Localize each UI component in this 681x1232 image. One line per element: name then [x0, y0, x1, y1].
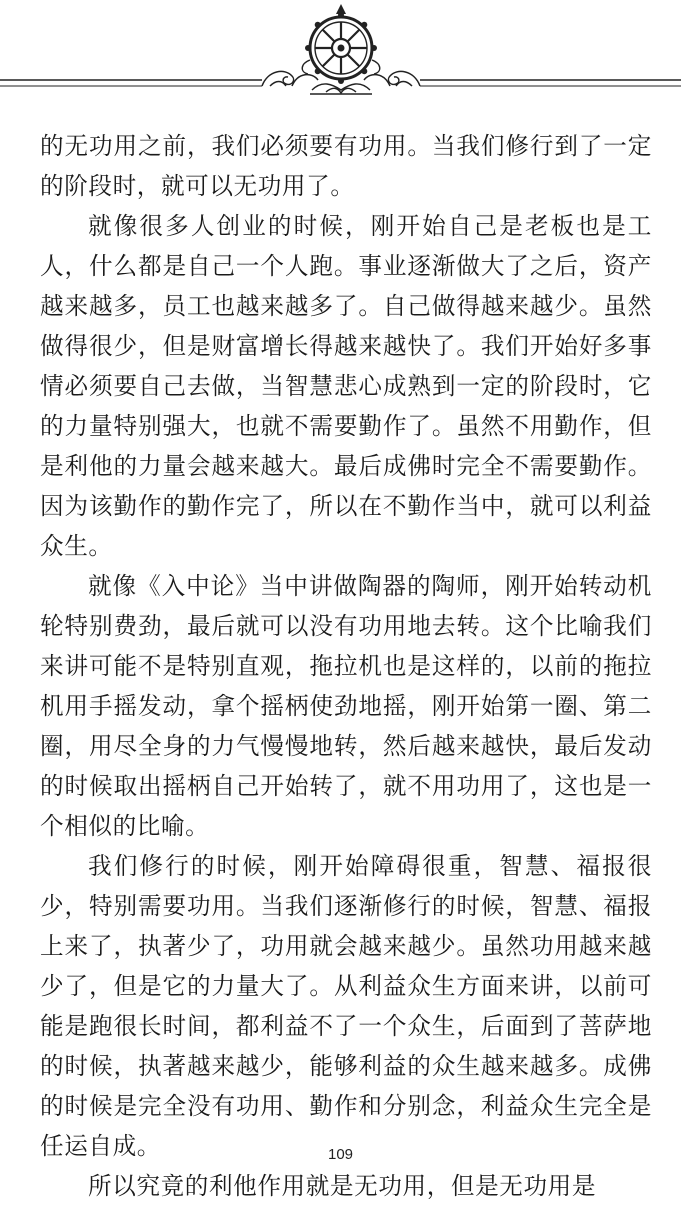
paragraph-5: 所以究竟的利他作用就是无功用，但是无功用是	[88, 1172, 597, 1200]
page-number: 109	[327, 1146, 354, 1163]
paragraph-2: 就像很多人创业的时候，刚开始自己是老板也是工人，什么都是自己一个人跑。事业逐渐做大了之后，资产越来越多，员工也越来越多了。自己做得越来越少。虽然做得很少，但是财富增长得越来越快了。我们开始好多事情必须要自己去做，当智慧悲心成熟到一定的阶段时，它的力量特别强大，也就不需要勤作了。虽然不用勤作，但是利他的力量会越来越大。最后成佛时完全不需要勤作。因为该勤作的勤作完了，所以在不勤作当中，就可以利益众生。	[40, 212, 652, 560]
paragraph-3: 就像《入中论》当中讲做陶器的陶师，刚开始转动机轮特别费劲，最后就可以没有功用地去转。这个比喻我们来讲可能不是特别直观，拖拉机也是这样的，以前的拖拉机用手摇发动，拿个摇柄使劲地摇，刚开始第一圈、第二圈，用尽全身的力气慢慢地转，然后越来越快，最后发动的时候取出摇柄自己开始转了，就不用功用了，这也是一个相似的比喻。	[40, 572, 652, 840]
page-header-ornament	[0, 0, 681, 110]
paragraph-4: 我们修行的时候，刚开始障碍很重，智慧、福报很少，特别需要功用。当我们逐渐修行的时候，智慧、福报上来了，执著少了，功用就会越来越少。虽然功用越来越少了，但是它的力量大了。从利益众生方面来讲，以前可能是跑很长时间，都利益不了一个众生，后面到了菩萨地的时候，执著越来越少，能够利益的众生越来越多。成佛的时候是完全没有功用、勤作和分别念，利益众生完全是任运自成。	[40, 852, 652, 1160]
paragraph-1: 的无功用之前，我们必须要有功用。当我们修行到了一定的阶段时，就可以无功用了。	[40, 132, 652, 200]
dharma-wheel-icon	[0, 0, 681, 110]
page-body	[40, 126, 652, 1206]
